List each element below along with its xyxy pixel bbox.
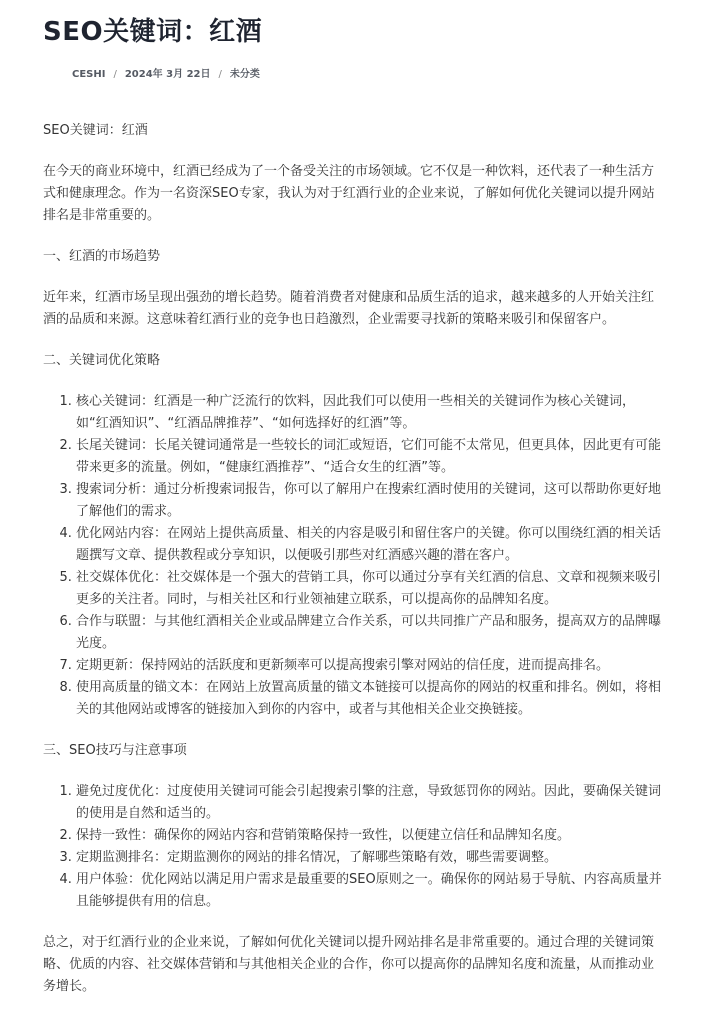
article-body — [43, 120, 663, 998]
author-link[interactable]: CESHI — [72, 69, 106, 80]
list-item: 8. 使用高质量的锚文本：在网站上放置高质量的锚文本链接可以提高你的网站的权重和排名。例如，将相关的其他网站或博客的链接加入到你的内容中，或者与其他相关企业交换链接。 — [76, 677, 663, 721]
meta-separator: / — [113, 69, 117, 80]
meta-separator: / — [218, 69, 222, 80]
post-date[interactable]: 2024年 3月 22日 — [124, 69, 211, 80]
post-meta — [72, 66, 260, 84]
list-item: 3. 搜索词分析：通过分析搜索词报告，你可以了解用户在搜索红酒时使用的关键词，这可以帮助你更好地了解他们的需求。 — [76, 479, 663, 523]
list-item: 4. 优化网站内容：在网站上提供高质量、相关的内容是吸引和留住客户的关键。你可以围绕红酒的相关话题撰写文章、提供教程或分享知识，以便吸引那些对红酒感兴趣的潜在客户。 — [76, 523, 663, 567]
category-link[interactable]: 未分类 — [229, 69, 260, 80]
list-item: 6. 合作与联盟：与其他红酒相关企业或品牌建立合作关系，可以共同推广产品和服务，提高双方的品牌曝光度。 — [76, 611, 663, 655]
tips-list — [43, 781, 663, 913]
page-title: SEO关键词：红酒 — [43, 17, 263, 47]
strategy-list — [43, 391, 663, 721]
article-paragraph: 在今天的商业环境中，红酒已经成为了一个备受关注的市场领域。它不仅是一种饮料，还代表了一种生活方式和健康理念。作为一名资深SEO专家，我认为对于红酒行业的企业来说，了解如何优化关键词以提升网站排名是非常重要的。 — [43, 164, 655, 223]
list-item: 2. 长尾关键词：长尾关键词通常是一些较长的词汇或短语，它们可能不太常见，但更具体，因此更有可能带来更多的流量。例如，“健康红酒推荐”、“适合女生的红酒”等。 — [76, 435, 663, 479]
list-item: 1. 避免过度优化：过度使用关键词可能会引起搜索引擎的注意，导致惩罚你的网站。因此，要确保关键词的使用是自然和适当的。 — [76, 781, 663, 825]
section-heading: 一、红酒的市场趋势 — [43, 249, 161, 264]
article-paragraph: SEO关键词：红酒 — [43, 123, 148, 138]
section-heading: 二、关键词优化策略 — [43, 353, 161, 368]
list-item: 7. 定期更新：保持网站的活跃度和更新频率可以提高搜索引擎对网站的信任度，进而提高排名。 — [76, 655, 663, 677]
article-paragraph: 总之，对于红酒行业的企业来说，了解如何优化关键词以提升网站排名是非常重要的。通过合理的关键词策略、优质的内容、社交媒体营销和与其他相关企业的合作，你可以提高你的品牌知名度和流量，从而推动业务增长。 — [43, 935, 655, 994]
list-item: 3. 定期监测排名：定期监测你的网站的排名情况，了解哪些策略有效，哪些需要调整。 — [76, 847, 663, 869]
list-item: 1. 核心关键词：红酒是一种广泛流行的饮料，因此我们可以使用一些相关的关键词作为核心关键词，如“红酒知识”、“红酒品牌推荐”、“如何选择好的红酒”等。 — [76, 391, 663, 435]
list-item: 5. 社交媒体优化：社交媒体是一个强大的营销工具，你可以通过分享有关红酒的信息、文章和视频来吸引更多的关注者。同时，与相关社区和行业领袖建立联系，可以提高你的品牌知名度。 — [76, 567, 663, 611]
section-heading: 三、SEO技巧与注意事项 — [43, 743, 187, 758]
list-item: 2. 保持一致性：确保你的网站内容和营销策略保持一致性，以便建立信任和品牌知名度。 — [76, 825, 663, 847]
list-item: 4. 用户体验：优化网站以满足用户需求是最重要的SEO原则之一。确保你的网站易于导航、内容高质量并且能够提供有用的信息。 — [76, 869, 663, 913]
article-paragraph: 近年来，红酒市场呈现出强劲的增长趋势。随着消费者对健康和品质生活的追求，越来越多的人开始关注红酒的品质和来源。这意味着红酒行业的竞争也日趋激烈，企业需要寻找新的策略来吸引和保留客户。 — [43, 290, 655, 327]
